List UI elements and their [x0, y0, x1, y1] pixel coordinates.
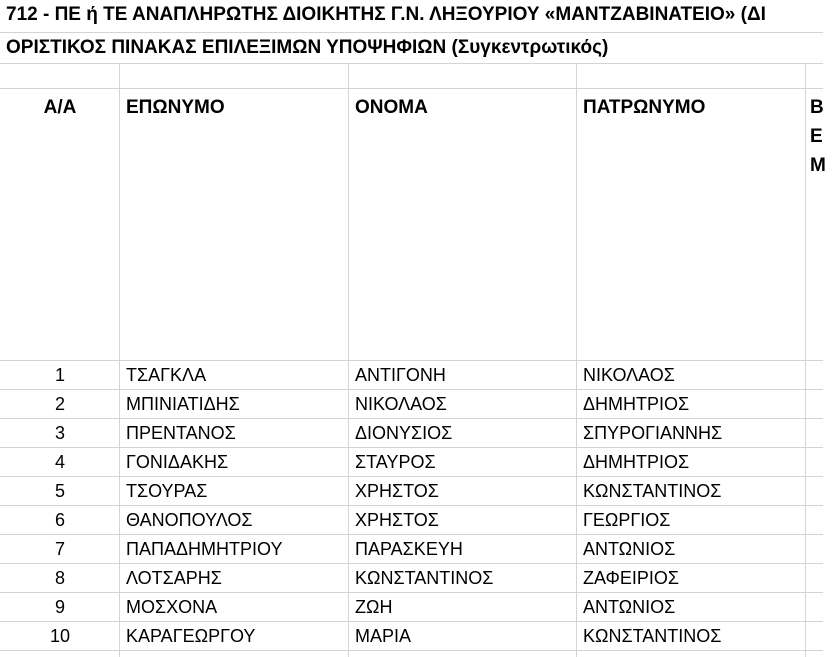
cell-patronymo[interactable]: ΣΠΥΡΟΓΙΑΝΝΗΣ [583, 423, 723, 443]
sheet-subtitle[interactable]: ΟΡΙΣΤΙΚΟΣ ΠΙΝΑΚΑΣ ΕΠΙΛΕΞΙΜΩΝ ΥΠΟΨΗΦΙΩΝ (Συγκεντρωτικός) [6, 37, 609, 58]
cell-cut-column[interactable] [806, 477, 836, 505]
cell-onoma[interactable]: ΧΡΗΣΤΟΣ [355, 510, 439, 530]
table-row[interactable] [0, 448, 823, 477]
cell-aa[interactable]: 1 [54, 365, 65, 385]
table-row[interactable] [0, 477, 823, 506]
cell-eponymo[interactable]: ΚΑΡΑΓΕΩΡΓΟΥ [126, 626, 256, 646]
cell-aa[interactable]: 7 [54, 539, 65, 559]
cell-eponymo[interactable]: ΘΑΝΟΠΟΥΛΟΣ [126, 510, 253, 530]
cell-cut-column[interactable] [806, 622, 836, 650]
table-row[interactable] [0, 506, 823, 535]
cell-cut-column[interactable] [806, 593, 836, 621]
cell-eponymo[interactable]: ΜΠΙΝΙΑΤΙΔΗΣ [126, 394, 240, 414]
cell-eponymo[interactable]: ΤΣΟΥΡΑΣ [126, 481, 208, 501]
header-eponymo[interactable]: ΕΠΩΝΥΜΟ [126, 97, 225, 118]
cell-aa[interactable]: 8 [54, 568, 65, 588]
cell-patronymo[interactable]: ΔΗΜΗΤΡΙΟΣ [583, 452, 690, 472]
cell-onoma[interactable]: ΠΑΡΑΣΚΕΥΗ [355, 539, 463, 559]
cell-aa[interactable]: 9 [54, 597, 65, 617]
cell-eponymo[interactable]: ΠΡΕΝΤΑΝΟΣ [126, 423, 236, 443]
cell-patronymo[interactable]: ΑΝΤΩΝΙΟΣ [583, 597, 676, 617]
cell-cut-column[interactable] [806, 564, 836, 592]
cell-patronymo[interactable]: ΚΩΝΣΤΑΝΤΙΝΟΣ [583, 481, 722, 501]
cell-onoma[interactable]: ΧΡΗΣΤΟΣ [355, 481, 439, 501]
cell-aa[interactable]: 4 [54, 452, 65, 472]
cell-eponymo[interactable]: ΠΑΠΑΔΗΜΗΤΡΙΟΥ [126, 539, 283, 559]
cell-eponymo[interactable]: ΛΟΤΣΑΡΗΣ [126, 568, 222, 588]
cell-aa[interactable]: 6 [54, 510, 65, 530]
cell-eponymo[interactable]: ΤΣΑΓΚΛΑ [126, 365, 207, 385]
cell-onoma[interactable]: ΑΝΤΙΓΟΝΗ [355, 365, 446, 385]
cell-aa[interactable]: 3 [54, 423, 65, 443]
header-cut-char-1: Β [810, 97, 824, 118]
table-row[interactable] [0, 535, 823, 564]
cell-cut-column[interactable] [806, 361, 836, 389]
title-row-1[interactable] [0, 0, 823, 33]
cell-eponymo[interactable]: ΓΟΝΙΔΑΚΗΣ [126, 452, 229, 472]
header-cut-char-3: Μ [810, 155, 826, 176]
cell-patronymo[interactable]: ΝΙΚΟΛΑΟΣ [583, 365, 675, 385]
header-aa[interactable]: Α/Α [43, 97, 77, 118]
title-row-2[interactable] [0, 33, 823, 64]
table-row[interactable] [0, 622, 823, 651]
cell-onoma[interactable]: ΣΤΑΥΡΟΣ [355, 452, 436, 472]
empty-row-border [0, 64, 823, 89]
cell-aa[interactable]: 5 [54, 481, 65, 501]
table-row[interactable] [0, 390, 823, 419]
cell-onoma[interactable]: ΝΙΚΟΛΑΟΣ [355, 394, 447, 414]
cell-cut-column[interactable] [806, 506, 836, 534]
table-row[interactable] [0, 593, 823, 622]
cell-aa[interactable]: 2 [54, 394, 65, 414]
table-row[interactable] [0, 361, 823, 390]
header-cut-char-2: Ε [810, 126, 823, 147]
cell-onoma[interactable]: ΚΩΝΣΤΑΝΤΙΝΟΣ [355, 568, 494, 588]
cell-cut-column[interactable] [806, 535, 836, 563]
sheet-title[interactable]: 712 - ΠΕ ή ΤΕ ΑΝΑΠΛΗΡΩΤΗΣ ΔΙΟΙΚΗΤΗΣ Γ.Ν. ΛΗΞΟΥΡΙΟΥ «ΜΑΝΤΖΑΒΙΝΑΤΕΙΟ» (ΔΙ [6, 4, 766, 25]
cell-onoma[interactable]: ΜΑΡΙΑ [355, 626, 412, 646]
cell-cut-column[interactable] [806, 448, 836, 476]
header-row[interactable] [0, 89, 826, 361]
cell-patronymo[interactable]: ΖΑΦΕΙΡΙΟΣ [583, 568, 679, 588]
cell-cut-column[interactable] [806, 390, 836, 418]
table-row[interactable] [0, 564, 823, 593]
cell-aa[interactable]: 10 [49, 626, 71, 646]
header-onoma[interactable]: ΟΝΟΜΑ [355, 97, 428, 118]
cell-patronymo[interactable]: ΓΕΩΡΓΙΟΣ [583, 510, 671, 530]
cell-patronymo[interactable]: ΚΩΝΣΤΑΝΤΙΝΟΣ [583, 626, 722, 646]
cell-patronymo[interactable]: ΔΗΜΗΤΡΙΟΣ [583, 394, 690, 414]
cell-eponymo[interactable]: ΜΟΣΧΟΝΑ [126, 597, 218, 617]
header-cut-column[interactable] [806, 89, 836, 360]
table-row[interactable] [0, 419, 823, 448]
header-patronymo[interactable]: ΠΑΤΡΩΝΥΜΟ [583, 97, 706, 118]
cell-patronymo[interactable]: ΑΝΤΩΝΙΟΣ [583, 539, 676, 559]
cell-onoma[interactable]: ΖΩΗ [355, 597, 393, 617]
cell-cut-column[interactable] [806, 419, 836, 447]
cell-onoma[interactable]: ΔΙΟΝΥΣΙΟΣ [355, 423, 453, 443]
